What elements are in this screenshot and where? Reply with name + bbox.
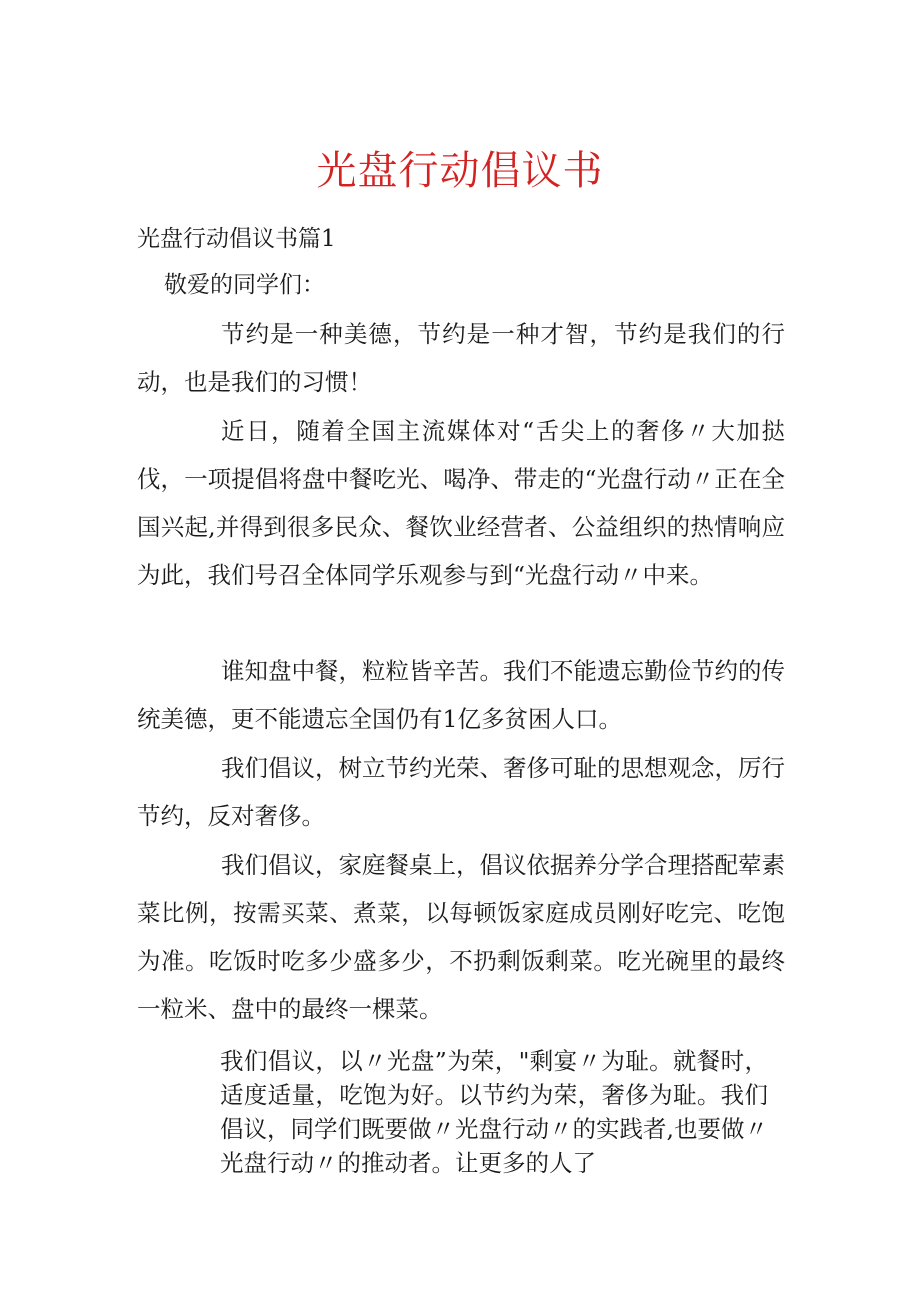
paragraph: 我们倡议，树立节约光荣、奢侈可耻的思想观念，厉行节约，反对奢侈。 <box>137 754 785 830</box>
paragraph: 我们倡议，以〃光盘”为荣，"剩宴〃为耻。就餐时，适度适量，吃饱为好。以节约为荣，奢侈为耻。我们倡议，同学们既要做〃光盘行动〃的实践者,也要做〃光盘行动〃的推动者。让更多的人了 <box>220 1047 768 1177</box>
paragraph: 近日，随着全国主流媒体对“舌尖上的奢侈〃大加挞伐，一项提倡将盘中餐吃光、喝净、带走的“光盘行动〃正在全国兴起,并得到很多民众、餐饮业经营者、公益组织的热情响应为此，我们号召全体同学乐观参与到“光盘行动〃中来。 <box>137 417 785 589</box>
paragraph: 谁知盘中餐，粒粒皆辛苦。我们不能遗忘勤俭节约的传统美德，更不能遗忘全国仍有1亿多贫困人口。 <box>137 657 785 733</box>
paragraph: 节约是一种美德，节约是一种才智，节约是我们的行动，也是我们的习惯！ <box>137 320 785 396</box>
paragraph: 我们倡议，家庭餐桌上，倡议依据养分学合理搭配荤素菜比例，按需买菜、煮菜，以每顿饭家庭成员刚好吃完、吃饱为准。吃饭时吃多少盛多少，不扔剩饭剩菜。吃光碗里的最终一粒米、盘中的最终一棵菜。 <box>137 851 785 1023</box>
section-heading: 光盘行动倡议书篇1 <box>137 226 336 252</box>
document-title: 光盘行动倡议书 <box>316 148 604 194</box>
salutation: 敬爱的同学们： <box>164 272 325 298</box>
